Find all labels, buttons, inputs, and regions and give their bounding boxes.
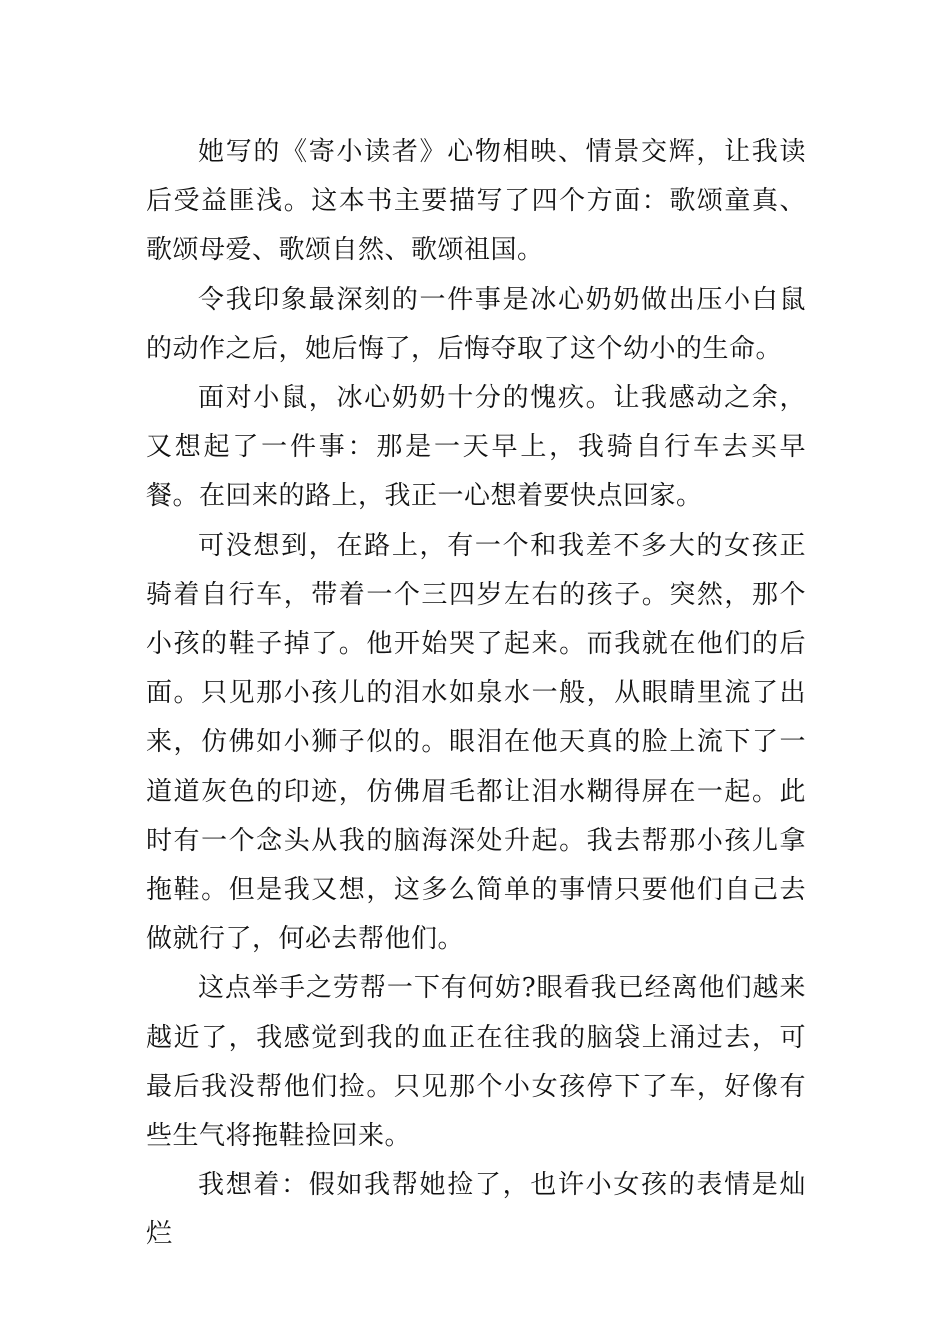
paragraph-1: 她写的《寄小读者》心物相映、情景交辉，让我读后受益匪浅。这本书主要描写了四个方面：歌颂童真、歌颂母爱、歌颂自然、歌颂祖国。 [146,137,806,266]
paragraph-2: 令我印象最深刻的一件事是冰心奶奶做出压小白鼠的动作之后，她后悔了，后悔夺取了这个幼小的生命。 [146,284,806,364]
paragraph-3: 面对小鼠，冰心奶奶十分的愧疚。让我感动之余，又想起了一件事：那是一天早上，我骑自行车去买早餐。在回来的路上，我正一心想着要快点回家。 [146,383,806,512]
body-text [146,128,806,1260]
paragraph-6: 我想着：假如我帮她捡了，也许小女孩的表情是灿烂 [146,1170,806,1250]
paragraph-4: 可没想到，在路上，有一个和我差不多大的女孩正骑着自行车，带着一个三四岁左右的孩子。突然，那个小孩的鞋子掉了。他开始哭了起来。而我就在他们的后面。只见那小孩儿的泪水如泉水一般，从眼睛里流了出来，仿佛如小狮子似的。眼泪在他天真的脸上流下了一道道灰色的印迹，仿佛眉毛都让泪水糊得屏在一起。此时有一个念头从我的脑海深处升起。我去帮那小孩儿拿拖鞋。但是我又想，这多么简单的事情只要他们自己去做就行了，何必去帮他们。 [146,530,806,955]
paragraph-5: 这点举手之劳帮一下有何妨?眼看我已经离他们越来越近了，我感觉到我的血正在往我的脑袋上涌过去，可最后我没帮他们捡。只见那个小女孩停下了车，好像有些生气将拖鞋捡回来。 [146,973,806,1152]
